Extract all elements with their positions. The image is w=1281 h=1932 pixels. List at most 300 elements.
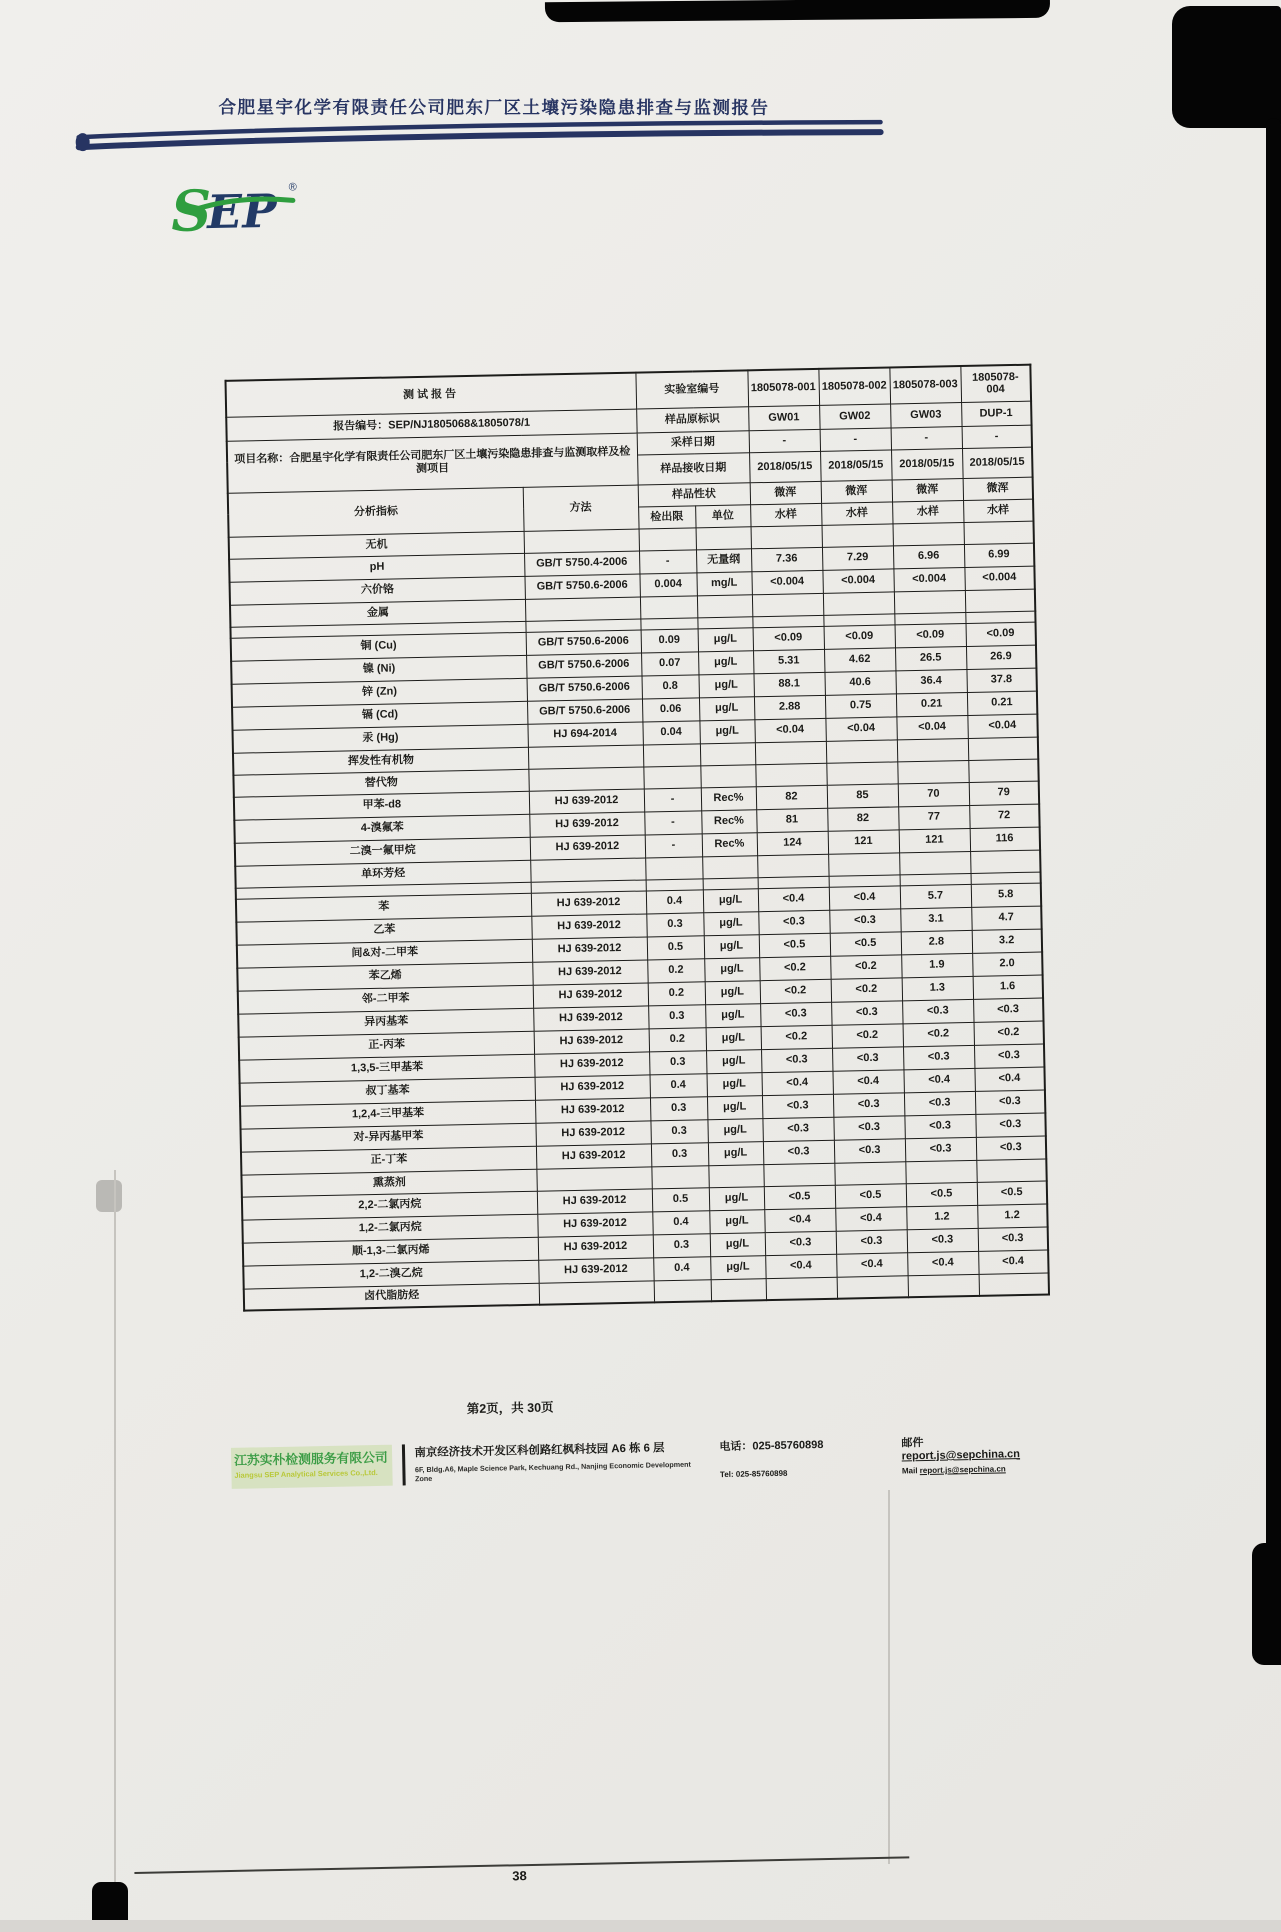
sample-matrix: 水样 bbox=[963, 499, 1033, 522]
value-cell: <0.4 bbox=[978, 1249, 1048, 1273]
value-cell: <0.3 bbox=[834, 1138, 905, 1162]
value-cell: 26.9 bbox=[966, 645, 1036, 669]
empty-cell bbox=[897, 738, 968, 761]
empty-cell bbox=[834, 1161, 905, 1184]
method-cell: HJ 639-2012 bbox=[531, 913, 646, 938]
method-cell: HJ 639-2012 bbox=[537, 1211, 652, 1236]
value-cell: <0.04 bbox=[754, 718, 825, 742]
method-cell: GB/T 5750.6-2006 bbox=[527, 699, 642, 724]
value-cell: <0.4 bbox=[903, 1068, 974, 1092]
value-cell: 2.8 bbox=[901, 930, 972, 954]
phone-en bbox=[720, 1467, 888, 1479]
detection-limit-cell: 0.4 bbox=[650, 1073, 707, 1097]
value-cell: <0.004 bbox=[751, 570, 822, 594]
phone-value-cn: 025-85760898 bbox=[752, 1439, 824, 1453]
unit-cell: μg/L bbox=[699, 719, 754, 743]
method-cell: HJ 639-2012 bbox=[537, 1188, 652, 1213]
empty-cell bbox=[700, 764, 755, 787]
empty-cell bbox=[894, 590, 965, 613]
value-cell: <0.004 bbox=[964, 566, 1034, 590]
mail-en bbox=[902, 1464, 1032, 1476]
sample-matrix: 水样 bbox=[892, 500, 963, 523]
value-cell: <0.3 bbox=[765, 1231, 836, 1255]
value-cell: <0.3 bbox=[904, 1091, 975, 1115]
company-footer bbox=[231, 1432, 1032, 1489]
value-cell: <0.09 bbox=[895, 623, 966, 647]
value-cell: <0.5 bbox=[835, 1183, 906, 1207]
value-cell: <0.3 bbox=[836, 1229, 907, 1253]
empty-cell bbox=[908, 1274, 979, 1297]
company-address-block bbox=[414, 1438, 710, 1485]
sampling-date-label: 采样日期 bbox=[637, 430, 749, 454]
value-cell: 1.3 bbox=[902, 976, 973, 1000]
value-cell: <0.5 bbox=[759, 933, 830, 957]
value-cell: <0.2 bbox=[832, 1023, 903, 1047]
lab-id: 1805078-004 bbox=[960, 365, 1031, 402]
section-name-cell: 替代物 bbox=[233, 769, 528, 797]
report-number-value: SEP/NJ1805068&1805078/1 bbox=[388, 416, 531, 432]
value-cell: 37.8 bbox=[966, 668, 1036, 692]
value-cell: <0.2 bbox=[759, 956, 830, 980]
analyte-cell: 1,2-二溴乙烷 bbox=[243, 1260, 538, 1289]
value-cell: <0.3 bbox=[762, 1094, 833, 1118]
empty-cell bbox=[702, 855, 757, 878]
empty-cell bbox=[766, 1277, 837, 1300]
sample-id: GW01 bbox=[748, 405, 819, 430]
detection-limit-cell: 0.004 bbox=[639, 572, 696, 596]
company-address-en: 6F, Bldg.A6, Maple Science Park, Kechuang Rd., Nanjing Economic Development Zone bbox=[414, 1459, 691, 1484]
analyte-cell: 2,2-二氯丙烷 bbox=[242, 1191, 537, 1220]
section-name-cell: 卤代脂肪烃 bbox=[244, 1283, 539, 1311]
phone-value-en: 025-85760898 bbox=[735, 1468, 788, 1479]
method-cell: HJ 639-2012 bbox=[533, 1005, 648, 1030]
sep-logo-ep: EP bbox=[206, 183, 278, 240]
method-cell: HJ 639-2012 bbox=[536, 1143, 651, 1168]
value-cell: <0.3 bbox=[974, 1044, 1044, 1068]
value-cell: <0.2 bbox=[903, 1022, 974, 1046]
value-cell: 1.9 bbox=[901, 953, 972, 977]
empty-cell bbox=[528, 767, 643, 791]
character-label: 样品性状 bbox=[638, 482, 750, 506]
detection-limit-cell: 0.06 bbox=[642, 697, 699, 721]
unit-cell: 无量纲 bbox=[696, 548, 751, 572]
empty-cell bbox=[700, 742, 755, 765]
detection-limit-cell: 0.3 bbox=[649, 1050, 706, 1074]
value-cell: 116 bbox=[970, 827, 1040, 851]
value-cell: <0.09 bbox=[753, 626, 824, 650]
value-cell: <0.4 bbox=[758, 887, 829, 911]
unit-cell: Rec% bbox=[701, 786, 756, 810]
analyte-cell: 1,2,4-三甲基苯 bbox=[240, 1100, 535, 1129]
detection-limit-cell: 0.2 bbox=[649, 1027, 706, 1051]
value-cell: 0.21 bbox=[967, 691, 1037, 715]
sep-logo-s: S bbox=[170, 178, 213, 245]
empty-cell bbox=[539, 1280, 654, 1304]
value-cell: 2.0 bbox=[972, 952, 1042, 976]
mail-label-en: Mail bbox=[901, 1466, 920, 1476]
sampling-date: - bbox=[962, 425, 1032, 448]
value-cell: 81 bbox=[756, 808, 827, 832]
value-cell: <0.04 bbox=[896, 715, 967, 739]
test-report-table bbox=[224, 364, 1050, 1312]
lab-id: 1805078-002 bbox=[818, 367, 890, 404]
value-cell: <0.3 bbox=[829, 908, 900, 932]
analyte-cell: 铜 (Cu) bbox=[231, 632, 526, 661]
receive-date: 2018/05/15 bbox=[749, 451, 821, 482]
mail-value-cn: report.js@sepchina.cn bbox=[901, 1448, 1021, 1463]
value-cell: <0.2 bbox=[830, 954, 901, 978]
value-cell: 40.6 bbox=[824, 670, 895, 694]
empty-cell bbox=[640, 595, 697, 618]
analyte-cell: 对-异丙基甲苯 bbox=[241, 1123, 536, 1152]
value-cell: <0.4 bbox=[765, 1254, 836, 1278]
detection-limit-cell: 0.2 bbox=[648, 981, 705, 1005]
value-cell: <0.09 bbox=[824, 624, 895, 648]
analyte-column-header: 分析指标 bbox=[228, 487, 524, 537]
analyte-cell: 镍 (Ni) bbox=[231, 655, 526, 684]
unit-cell: μg/L bbox=[706, 1072, 761, 1096]
empty-cell bbox=[905, 1160, 976, 1183]
empty-cell bbox=[822, 523, 893, 546]
unit-cell: μg/L bbox=[705, 1003, 760, 1027]
receive-date: 2018/05/15 bbox=[820, 449, 892, 480]
company-name-block bbox=[231, 1445, 393, 1489]
analyte-cell: 异丙基苯 bbox=[238, 1008, 533, 1037]
value-cell: 0.21 bbox=[896, 692, 967, 716]
value-cell: <0.3 bbox=[902, 999, 973, 1023]
empty-cell bbox=[528, 745, 643, 769]
method-cell: HJ 639-2012 bbox=[534, 1028, 649, 1053]
method-cell: HJ 639-2012 bbox=[534, 1051, 649, 1076]
value-cell: 3.1 bbox=[900, 907, 971, 931]
analyte-cell: 1,2-二氯丙烷 bbox=[242, 1214, 537, 1243]
value-cell: 1.2 bbox=[906, 1205, 977, 1229]
detection-limit-cell: 0.07 bbox=[641, 651, 698, 675]
value-cell: <0.004 bbox=[822, 568, 893, 592]
mail-cn bbox=[901, 1432, 1031, 1463]
value-cell: 1.6 bbox=[973, 975, 1043, 999]
value-cell: <0.3 bbox=[831, 1000, 902, 1024]
analyte-cell: 锌 (Zn) bbox=[232, 678, 527, 707]
value-cell: <0.5 bbox=[830, 931, 901, 955]
empty-cell bbox=[826, 761, 897, 784]
section-name-cell: 熏蒸剂 bbox=[241, 1169, 536, 1197]
unit-cell: μg/L bbox=[698, 627, 753, 651]
empty-cell bbox=[897, 760, 968, 783]
method-cell: HJ 639-2012 bbox=[538, 1257, 653, 1282]
phone-label-en: Tel: bbox=[719, 1469, 734, 1480]
unit-cell: Rec% bbox=[702, 832, 757, 856]
detection-limit-cell: 0.4 bbox=[652, 1210, 709, 1234]
value-cell: 82 bbox=[827, 806, 898, 830]
value-cell: 79 bbox=[969, 781, 1039, 805]
value-cell: <0.3 bbox=[904, 1114, 975, 1138]
detection-limit-cell: 0.4 bbox=[646, 889, 703, 913]
document-header-title: 合肥星宇化学有限责任公司肥东厂区土壤污染隐患排查与监测报告 bbox=[218, 97, 770, 118]
mail-label-cn: 邮件 bbox=[901, 1437, 924, 1450]
empty-cell bbox=[751, 525, 822, 548]
sampling-date: - bbox=[820, 427, 891, 450]
section-name-cell: 金属 bbox=[230, 599, 525, 627]
mail-value-en: report.js@sepchina.cn bbox=[919, 1464, 1006, 1476]
lab-id: 1805078-003 bbox=[889, 366, 961, 403]
sample-id: GW02 bbox=[819, 403, 890, 428]
lab-id: 1805078-001 bbox=[747, 369, 819, 406]
value-cell: <0.4 bbox=[836, 1252, 907, 1276]
value-cell: 72 bbox=[969, 804, 1039, 828]
analyte-cell: 1,3,5-三甲基苯 bbox=[239, 1054, 534, 1083]
empty-cell bbox=[970, 850, 1040, 873]
method-column-header: 方法 bbox=[523, 485, 639, 531]
value-cell: 5.31 bbox=[753, 649, 824, 673]
empty-cell bbox=[828, 852, 899, 875]
phone-label-cn: 电话： bbox=[719, 1440, 753, 1454]
value-cell: 70 bbox=[898, 782, 969, 806]
value-cell: 0.75 bbox=[825, 693, 896, 717]
detection-limit-cell: 0.3 bbox=[651, 1142, 708, 1166]
empty-cell bbox=[763, 1163, 834, 1186]
value-cell: <0.3 bbox=[907, 1228, 978, 1252]
company-contact-block bbox=[719, 1432, 1031, 1479]
empty-cell bbox=[892, 522, 963, 545]
value-cell: 5.7 bbox=[900, 884, 971, 908]
empty-cell bbox=[963, 521, 1033, 544]
detection-limit-cell: - bbox=[639, 549, 696, 573]
empty-cell bbox=[899, 851, 970, 874]
unit-cell: μg/L bbox=[704, 957, 759, 981]
empty-cell bbox=[755, 763, 826, 786]
value-cell: <0.4 bbox=[835, 1206, 906, 1230]
sep-logo-registered: ® bbox=[288, 181, 297, 194]
analyte-cell: 叔丁基苯 bbox=[240, 1077, 535, 1106]
value-cell: 85 bbox=[827, 783, 898, 807]
method-cell: GB/T 5750.6-2006 bbox=[527, 676, 642, 701]
method-cell: GB/T 5750.6-2006 bbox=[526, 653, 641, 678]
empty-cell bbox=[696, 526, 751, 549]
value-cell: 77 bbox=[898, 805, 969, 829]
empty-cell bbox=[823, 591, 894, 614]
value-cell: 36.4 bbox=[895, 669, 966, 693]
value-cell: <0.3 bbox=[975, 1090, 1045, 1114]
method-cell: GB/T 5750.4-2006 bbox=[524, 551, 639, 576]
analyte-cell: 镉 (Cd) bbox=[232, 701, 527, 730]
report-number-label: 报告编号： bbox=[333, 419, 389, 433]
project-name-cell bbox=[227, 433, 638, 493]
section-name-cell: 挥发性有机物 bbox=[233, 747, 528, 775]
value-cell: <0.4 bbox=[832, 1069, 903, 1093]
empty-cell bbox=[525, 597, 640, 621]
value-cell: <0.3 bbox=[833, 1115, 904, 1139]
unit-cell: μg/L bbox=[698, 650, 753, 674]
value-cell: 6.96 bbox=[893, 544, 964, 568]
phone-cn bbox=[719, 1435, 888, 1466]
analyte-cell: 正-丙苯 bbox=[239, 1031, 534, 1060]
sep-logo bbox=[170, 174, 311, 252]
empty-cell bbox=[530, 857, 645, 881]
empty-cell bbox=[708, 1164, 763, 1187]
method-cell: HJ 639-2012 bbox=[532, 936, 647, 961]
unit-cell: μg/L bbox=[710, 1232, 765, 1256]
detection-limit-cell: 0.09 bbox=[641, 628, 698, 652]
unit-cell: μg/L bbox=[704, 934, 759, 958]
unit-cell: μg/L bbox=[710, 1255, 765, 1279]
unit-cell: μg/L bbox=[705, 980, 760, 1004]
empty-cell bbox=[965, 589, 1035, 612]
results-table-body bbox=[229, 521, 1049, 1311]
value-cell: 7.29 bbox=[822, 545, 893, 569]
method-cell: HJ 639-2012 bbox=[535, 1120, 650, 1145]
value-cell: 2.88 bbox=[754, 695, 825, 719]
unit-cell: μg/L bbox=[703, 911, 758, 935]
empty-cell bbox=[651, 1165, 708, 1188]
analyte-cell: pH bbox=[229, 553, 524, 582]
page-number: 38 bbox=[512, 1868, 527, 1884]
empty-cell bbox=[968, 759, 1038, 782]
value-cell: <0.4 bbox=[974, 1067, 1044, 1091]
detection-limit-cell: 0.3 bbox=[650, 1096, 707, 1120]
value-cell: <0.2 bbox=[974, 1021, 1044, 1045]
analyte-cell: 4-溴氟苯 bbox=[234, 814, 529, 843]
method-cell: GB/T 5750.6-2006 bbox=[524, 574, 639, 599]
value-cell: <0.5 bbox=[906, 1182, 977, 1206]
sample-character: 微浑 bbox=[963, 477, 1033, 500]
empty-cell bbox=[757, 854, 828, 877]
unit-cell: μg/L bbox=[707, 1118, 762, 1142]
unit-cell: μg/L bbox=[709, 1209, 764, 1233]
value-cell: <0.3 bbox=[905, 1137, 976, 1161]
analyte-cell: 苯乙烯 bbox=[237, 962, 532, 991]
value-cell: <0.3 bbox=[762, 1117, 833, 1141]
method-cell: HJ 639-2012 bbox=[532, 959, 647, 984]
detection-limit-cell: - bbox=[645, 833, 702, 857]
detection-limit-cell: 0.5 bbox=[647, 935, 704, 959]
section-name-cell: 单环芳烃 bbox=[235, 860, 530, 888]
empty-cell bbox=[645, 856, 702, 879]
dl-column-header: 检出限 bbox=[638, 505, 695, 528]
analyte-cell: 汞 (Hg) bbox=[233, 724, 528, 753]
value-cell: <0.3 bbox=[758, 910, 829, 934]
unit-cell: μg/L bbox=[706, 1026, 761, 1050]
method-cell: GB/T 5750.6-2006 bbox=[526, 630, 641, 655]
value-cell: <0.4 bbox=[761, 1071, 832, 1095]
value-cell: <0.3 bbox=[975, 1113, 1045, 1137]
method-cell: HJ 639-2012 bbox=[531, 890, 646, 915]
header-swoosh-lines bbox=[74, 114, 884, 159]
method-cell: HJ 639-2012 bbox=[533, 982, 648, 1007]
empty-cell bbox=[752, 593, 823, 616]
value-cell: 6.99 bbox=[964, 543, 1034, 567]
unit-cell: Rec% bbox=[701, 809, 756, 833]
value-cell: <0.4 bbox=[829, 885, 900, 909]
analyte-cell: 甲苯-d8 bbox=[234, 791, 529, 820]
value-cell: <0.3 bbox=[973, 998, 1043, 1022]
company-name-en: Jiangsu SEP Analytical Services Co.,Ltd. bbox=[234, 1467, 378, 1480]
value-cell: <0.2 bbox=[831, 977, 902, 1001]
value-cell: 4.62 bbox=[824, 647, 895, 671]
page-info: 第2页，共 30页 bbox=[466, 1400, 554, 1417]
empty-cell bbox=[654, 1279, 711, 1302]
sampling-date: - bbox=[891, 426, 962, 449]
value-cell: 121 bbox=[828, 829, 899, 853]
detection-limit-cell: 0.4 bbox=[653, 1256, 710, 1280]
empty-cell bbox=[968, 737, 1038, 760]
empty-cell bbox=[979, 1272, 1049, 1295]
unit-cell: μg/L bbox=[707, 1095, 762, 1119]
value-cell: <0.3 bbox=[832, 1046, 903, 1070]
project-name-value: 合肥星宇化学有限责任公司肥东厂区土壤污染隐患排查与监测取样及检测项目 bbox=[289, 446, 631, 476]
lab-id-label: 实验室编号 bbox=[635, 370, 748, 408]
detection-limit-cell: - bbox=[644, 810, 701, 834]
value-cell: <0.4 bbox=[764, 1208, 835, 1232]
company-name-cn: 江苏实朴检测服务有限公司 bbox=[234, 1449, 388, 1468]
value-cell: 121 bbox=[899, 828, 970, 852]
sample-id: GW03 bbox=[890, 402, 961, 427]
unit-cell: μg/L bbox=[709, 1186, 764, 1210]
detection-limit-cell: 0.3 bbox=[646, 912, 703, 936]
value-cell: <0.09 bbox=[966, 622, 1036, 646]
analyte-cell: 间&对-二甲苯 bbox=[237, 939, 532, 968]
method-cell: HJ 639-2012 bbox=[535, 1074, 650, 1099]
value-cell: <0.4 bbox=[907, 1251, 978, 1275]
value-cell: 4.7 bbox=[971, 906, 1041, 930]
detection-limit-cell: 0.3 bbox=[653, 1233, 710, 1257]
project-name-label: 项目名称： bbox=[234, 452, 290, 467]
company-address-cn: 南京经济技术开发区科创路红枫科技园 A6 栋 6 层 bbox=[414, 1442, 665, 1460]
value-cell: <0.3 bbox=[903, 1045, 974, 1069]
value-cell: <0.04 bbox=[967, 714, 1037, 738]
empty-cell bbox=[755, 741, 826, 764]
analyte-cell: 二溴一氟甲烷 bbox=[235, 837, 530, 866]
value-cell: <0.004 bbox=[893, 567, 964, 591]
empty-cell bbox=[639, 527, 696, 550]
value-cell: <0.3 bbox=[761, 1048, 832, 1072]
sample-matrix: 水样 bbox=[750, 503, 821, 526]
sampling-date: - bbox=[749, 429, 820, 452]
method-cell: HJ 639-2012 bbox=[530, 834, 645, 859]
value-cell: 82 bbox=[756, 785, 827, 809]
footer-divider bbox=[402, 1444, 405, 1485]
sample-character: 微浑 bbox=[821, 479, 892, 502]
detection-limit-cell: 0.5 bbox=[652, 1187, 709, 1211]
value-cell: 1.2 bbox=[977, 1203, 1047, 1227]
report-title: 测试报告 bbox=[226, 373, 637, 417]
unit-cell: mg/L bbox=[696, 571, 751, 595]
analyte-cell: 六价铬 bbox=[230, 576, 525, 605]
analyte-cell: 正-丁苯 bbox=[241, 1146, 536, 1175]
receive-date: 2018/05/15 bbox=[962, 447, 1033, 478]
empty-cell bbox=[643, 765, 700, 788]
value-cell: <0.3 bbox=[760, 1002, 831, 1026]
value-cell: 88.1 bbox=[753, 672, 824, 696]
empty-cell bbox=[536, 1166, 651, 1190]
empty-cell bbox=[976, 1158, 1046, 1181]
value-cell: 5.8 bbox=[971, 883, 1041, 907]
value-cell: <0.3 bbox=[978, 1226, 1048, 1250]
analyte-cell: 顺-1,3-二氯丙烯 bbox=[243, 1237, 538, 1266]
detection-limit-cell: 0.3 bbox=[648, 1004, 705, 1028]
sample-matrix: 水样 bbox=[821, 501, 892, 524]
value-cell: <0.3 bbox=[976, 1136, 1046, 1160]
method-cell: HJ 694-2014 bbox=[527, 722, 642, 747]
empty-cell bbox=[837, 1275, 908, 1298]
value-cell: <0.04 bbox=[825, 716, 896, 740]
sample-id-label: 样品原标识 bbox=[636, 406, 748, 432]
empty-cell bbox=[697, 594, 752, 617]
sample-character: 微浑 bbox=[892, 478, 963, 501]
method-cell: HJ 639-2012 bbox=[529, 811, 644, 836]
analyte-cell: 乙苯 bbox=[236, 916, 531, 945]
empty-cell bbox=[643, 743, 700, 766]
